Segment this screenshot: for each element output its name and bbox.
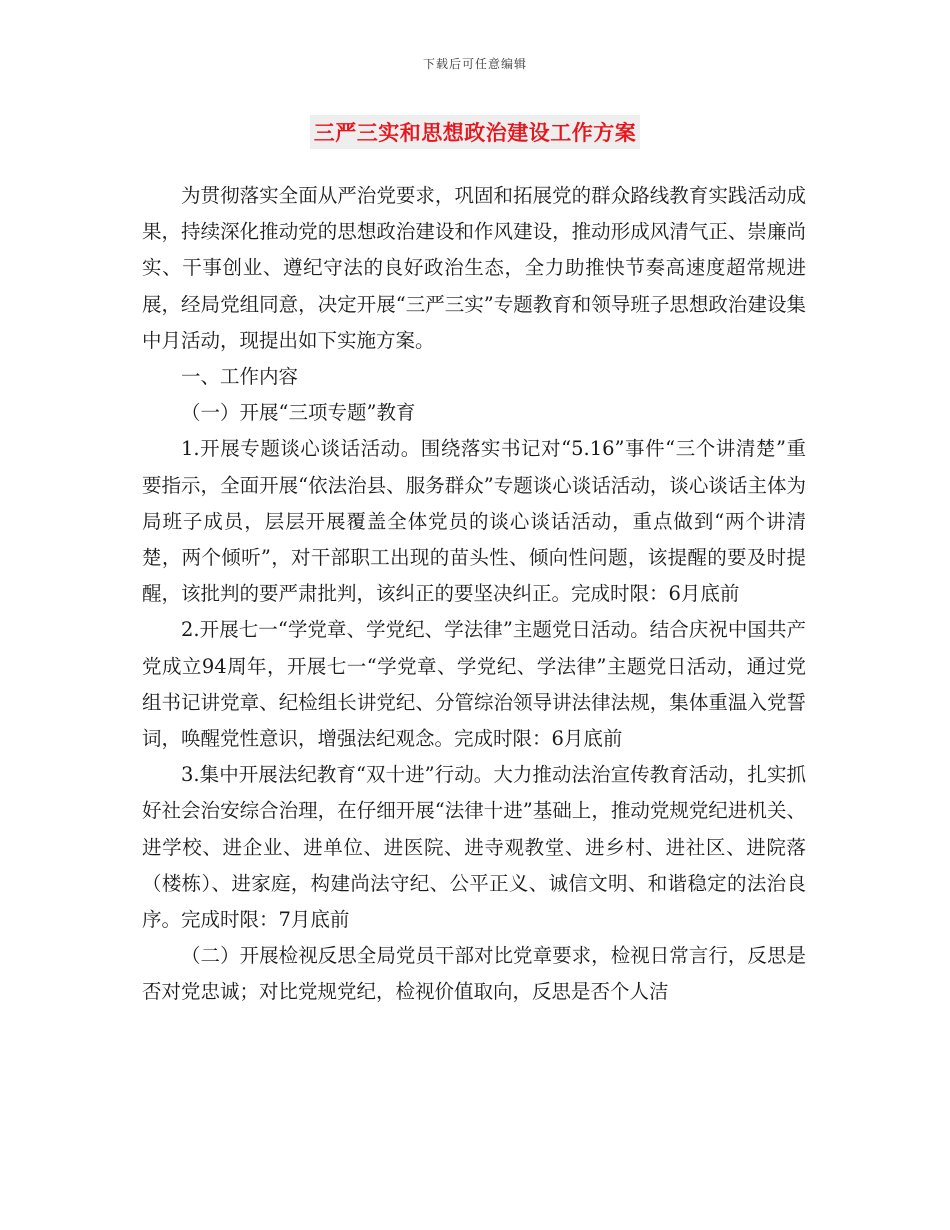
paragraph-item-1: 1.开展专题谈心谈话活动。围绕落实书记对“5.16”事件“三个讲清楚”重要指示，全面开展“依法治县、服务群众”专题谈心谈话活动，谈心谈话主体为局班子成员，层层开展覆盖全体党员的谈心谈话活动，重点做到“两个讲清楚，两个倾听”，对干部职工出现的苗头性、倾向性问题，该提醒的要及时提醒，该批判的要严肃批判，该纠正的要坚决纠正。完成时限：6月底前 bbox=[142, 437, 806, 606]
document-body bbox=[142, 178, 806, 1011]
document-title bbox=[0, 115, 950, 149]
header-note: 下载后可任意编辑 bbox=[422, 57, 527, 71]
document-title-text: 三严三实和思想政治建设工作方案 bbox=[310, 115, 641, 149]
subsection-heading-three-topics: （一）开展“三项专题”教育 bbox=[181, 401, 416, 425]
paragraph-item-3: 3.集中开展法纪教育“双十进”行动。大力推动法治宣传教育活动，扎实抓好社会治安综合治理，在仔细开展“法律十进”基础上，推动党规党纪进机关、进学校、进企业、进单位、进医院、进寺观教堂、进乡村、进社区、进院落（楼栋）、进家庭，构建尚法守纪、公平正义、诚信文明、和谐稳定的法治良序。完成时限：7月底前 bbox=[142, 763, 806, 932]
paragraph-subsection-2: （二）开展检视反思全局党员干部对比党章要求，检视日常言行，反思是否对党忠诚；对比党规党纪，检视价值取向，反思是否个人洁 bbox=[142, 944, 806, 1004]
paragraph-item-2: 2.开展七一“学党章、学党纪、学法律”主题党日活动。结合庆祝中国共产党成立94周年，开展七一“学党章、学党纪、学法律”主题党日活动，通过党组书记讲党章、纪检组长讲党纪、分管综治领导讲法律法规，集体重温入党誓词，唤醒党性意识，增强法纪观念。完成时限：6月底前 bbox=[142, 618, 806, 751]
section-heading-work-content: 一、工作内容 bbox=[181, 365, 299, 389]
paragraph-intro: 为贯彻落实全面从严治党要求，巩固和拓展党的群众路线教育实践活动成果，持续深化推动党的思想政治建设和作风建设，推动形成风清气正、崇廉尚实、干事创业、遵纪守法的良好政治生态，全力助推快节奏高速度超常规进展，经局党组同意，决定开展“三严三实”专题教育和领导班子思想政治建设集中月活动，现提出如下实施方案。 bbox=[142, 184, 806, 352]
